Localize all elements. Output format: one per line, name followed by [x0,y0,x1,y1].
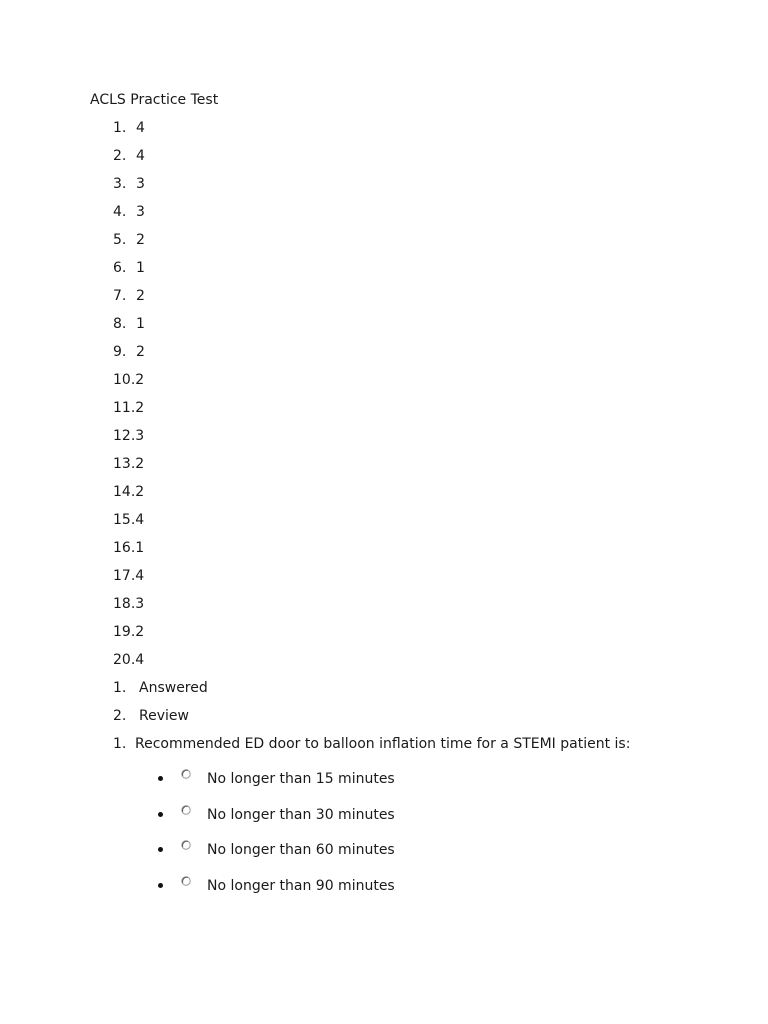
item-number: 18. [113,596,136,612]
status-label: Review [139,708,189,724]
item-number: 1. [113,680,127,696]
radio-icon[interactable] [181,769,191,779]
status-item-answered[interactable] [113,679,208,707]
item-number: 2. [113,148,127,164]
status-label: Answered [139,680,208,696]
answer-value: 4 [136,148,145,164]
answer-value: 3 [136,204,145,220]
answer-value: 1 [136,260,145,276]
answer-value: 3 [135,596,145,612]
question-prompt: Recommended ED door to balloon inflation time for a STEMI patient is: [135,736,631,752]
answer-value: 3 [136,176,145,192]
answer-value: 4 [136,120,145,136]
bullet-icon [158,776,163,781]
item-number: 19. [113,624,136,640]
answer-key-item [113,595,145,623]
answer-value: 1 [136,316,145,332]
answer-key-item [113,371,145,399]
answer-value: 3 [135,428,145,444]
answer-key-item [113,315,145,343]
answer-key-item [113,539,145,567]
question-text [113,735,630,753]
item-number: 6. [113,260,127,276]
answer-key-item [113,455,145,483]
answer-key-item [113,623,145,651]
page-title: ACLS Practice Test [90,92,219,108]
option-label: No longer than 15 minutes [207,771,395,787]
status-item-review[interactable] [113,707,208,735]
answer-key-item [113,287,145,315]
answer-key-item [113,175,145,203]
item-number: 2. [113,708,127,724]
answer-key-item [113,651,145,679]
item-number: 9. [113,344,127,360]
item-number: 20. [113,652,136,668]
answer-key-item [113,511,145,539]
bullet-icon [158,847,163,852]
radio-icon[interactable] [181,876,191,886]
answer-value: 2 [136,232,145,248]
answer-value: 2 [135,456,145,472]
answer-key-item [113,343,145,371]
option-label: No longer than 60 minutes [207,842,395,858]
answer-value: 2 [135,372,145,388]
answer-key-item [113,147,145,175]
answer-value: 2 [135,400,145,416]
answer-key-item [113,203,145,231]
item-number: 7. [113,288,127,304]
answer-value: 2 [135,484,145,500]
item-number: 11. [113,400,136,416]
bullet-icon [158,812,163,817]
answer-key-list [113,119,145,679]
answer-value: 1 [135,540,145,556]
answer-value: 4 [135,512,145,528]
answer-value: 2 [136,288,145,304]
option-label: No longer than 30 minutes [207,806,395,823]
item-number: 1. [113,120,127,136]
answer-key-item [113,231,145,259]
option-label: No longer than 90 minutes [207,877,395,894]
item-number: 12. [113,428,136,444]
answer-value: 4 [135,652,145,668]
item-number: 16. [113,540,136,556]
item-number: 5. [113,232,127,248]
item-number: 15. [113,512,136,528]
question-status-list [113,679,208,735]
item-number: 8. [113,316,127,332]
item-number: 3. [113,176,127,192]
answer-key-item [113,399,145,427]
item-number: 10. [113,372,136,388]
answer-key-item [113,259,145,287]
question-number: 1. [113,736,127,752]
radio-icon[interactable] [181,840,191,850]
bullet-icon [158,883,163,888]
answer-key-item [113,483,145,511]
answer-value: 2 [135,624,145,640]
item-number: 4. [113,204,127,220]
radio-icon[interactable] [181,805,191,815]
item-number: 17. [113,568,136,584]
answer-key-item [113,119,145,147]
item-number: 14. [113,484,136,500]
answer-key-item [113,427,145,455]
answer-value: 2 [136,344,145,360]
answer-value: 4 [135,568,145,584]
answer-key-item [113,567,145,595]
item-number: 13. [113,456,136,472]
